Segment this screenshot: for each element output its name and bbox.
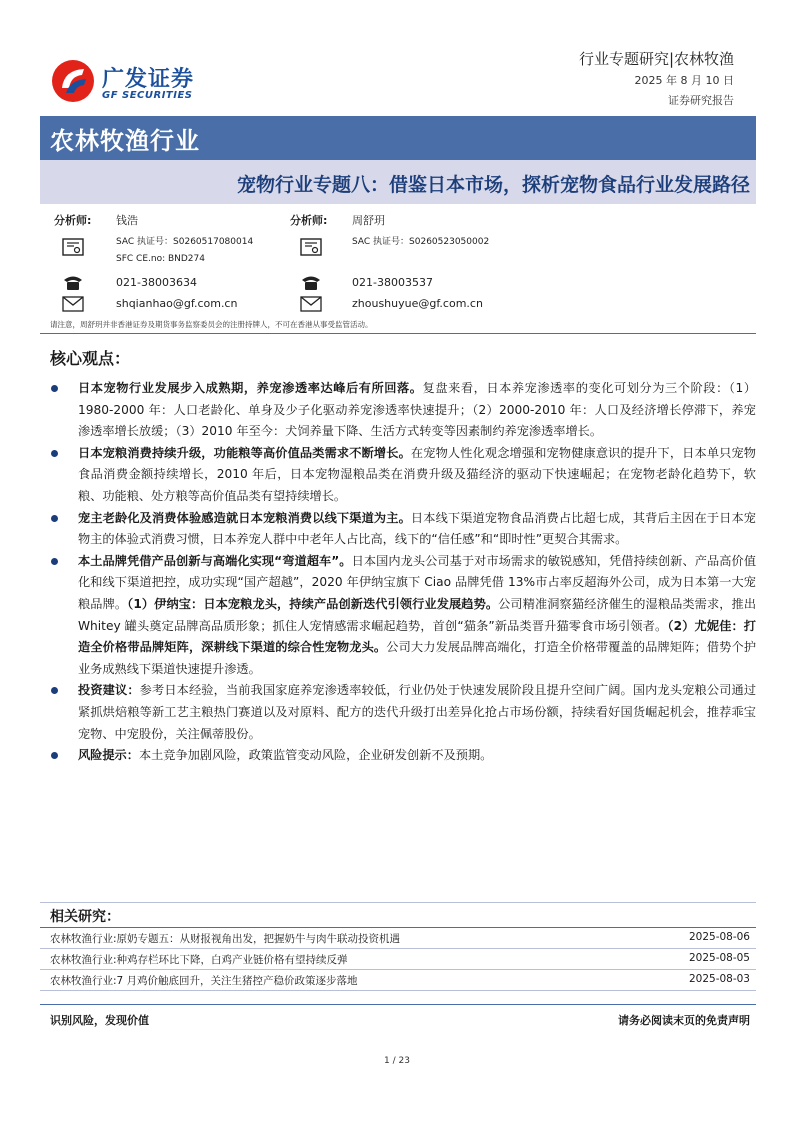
report-date: 2025 年 8 月 10 日 xyxy=(634,74,734,87)
divider xyxy=(40,902,756,903)
email-icon xyxy=(300,295,322,313)
related-research-title: 相关研究： xyxy=(50,909,120,925)
related-item-title[interactable]: 农林牧渔行业:原奶专题五：从财报视角出发，把握奶牛与肉牛联动投资机遇 xyxy=(50,933,401,945)
analyst-email: shqianhao@gf.com.cn xyxy=(116,297,238,310)
phone-icon xyxy=(62,274,84,292)
footer-slogan: 识别风险，发现价值 xyxy=(50,1014,149,1027)
phone-icon xyxy=(300,274,322,292)
analyst-name: 钱浩 xyxy=(116,214,138,227)
email-icon xyxy=(62,295,84,313)
title-banner xyxy=(40,160,756,204)
related-item[interactable] xyxy=(50,928,750,948)
analyst-phone: 021-38003537 xyxy=(352,276,433,289)
divider xyxy=(40,990,756,991)
point-text: 公司精准洞察猫经济催生的湿粮品类需求，推出 Whitey 罐头奠定品牌高品质形象；抓住人宠情感需求崛起趋势，首创“猫条”新品类晋升猫零食市场引领者。 xyxy=(78,596,757,633)
point-text: 在宠物人性化观念增强和宠物健康意识的提升下，日本单只宠物食品消费金额持续增长，2010 年后，日本宠物湿粮品类在消费升级及猫经济的驱动下快速崛起；在宠物老龄化趋势下，软粮、功能粮、处方粮等高价值品类有望持续增长。 xyxy=(78,445,756,503)
report-type: 证券研究报告 xyxy=(668,94,734,107)
related-item-date: 2025-08-03 xyxy=(688,973,750,985)
core-views-title: 核心观点： xyxy=(50,349,131,368)
certificate-icon xyxy=(62,238,84,256)
point-heading: 风险提示： xyxy=(78,748,139,763)
point-heading: 宠主老龄化及消费体验感造就日本宠粮消费以线下渠道为主。 xyxy=(78,510,411,525)
point-heading: 日本宠粮消费持续升级，功能粮等高价值品类需求不断增长。 xyxy=(78,445,411,460)
list-item xyxy=(48,378,756,443)
related-item[interactable] xyxy=(50,949,750,969)
company-logo xyxy=(50,58,220,104)
point-heading: 本土品牌凭借产品创新与高端化实现“弯道超车”。 xyxy=(78,553,352,568)
point-text: 日本线下渠道宠物食品消费占比超七成，其背后主因在于日本宠物主的体验式消费习惯，日本养宠人群中中老年人占比高，线下的“信任感”和“即时性”更契合其需求。 xyxy=(78,510,756,547)
analyst-email: zhoushuyue@gf.com.cn xyxy=(352,297,483,310)
related-item-date: 2025-08-06 xyxy=(688,931,750,943)
report-category: 行业专题研究|农林牧渔 xyxy=(578,50,734,68)
logo-text-en: GF SECURITIES xyxy=(102,90,193,101)
footer-divider xyxy=(40,1004,756,1005)
related-item-title[interactable]: 农林牧渔行业:种鸡存栏环比下降，白鸡产业链价格有望持续反弹 xyxy=(50,954,348,966)
analyst-sac: SAC 执证号：S0260523050002 xyxy=(352,237,490,247)
industry-name: 农林牧渔行业 xyxy=(50,127,200,155)
list-item xyxy=(48,443,756,508)
core-views-list xyxy=(48,378,756,767)
list-item xyxy=(48,745,756,767)
related-item-date: 2025-08-05 xyxy=(688,952,750,964)
gf-logo-icon xyxy=(50,58,96,104)
analyst-phone: 021-38003634 xyxy=(116,276,197,289)
related-item-title[interactable]: 农林牧渔行业:7 月鸡价触底回升，关注生猪控产稳价政策逐步落地 xyxy=(50,975,358,987)
footer-disclaimer: 请务必阅读末页的免责声明 xyxy=(618,1014,750,1027)
list-item xyxy=(48,680,756,745)
point-heading: 投资建议： xyxy=(78,683,140,698)
point-heading: （1）伊纳宝：日本宠粮龙头，持续产品创新迭代引领行业发展趋势。 xyxy=(127,596,499,611)
point-text: 日本国内龙头公司基于对市场需求的敏锐感知，凭借持续创新、产品高价值化和线下渠道把控，成功实现“国产超越”，2020 年伊纳宝旗下 Ciao 品牌凭借 13%市占率反超海外公司，成为日本第一大宠粮品牌。 xyxy=(78,553,757,611)
point-text: 复盘来看，日本养宠渗透率的变化可划分为三个阶段：（1）1980-2000 年：人口老龄化、单身及少子化驱动养宠渗透率快速提升；（2）2000-2010 年：人口及经济增长停滞下，养宠渗透率增长放缓；（3）2010 年至今：犬饲养量下降、生活方式转变等因素制约养宠渗透率增长。 xyxy=(78,381,757,439)
logo-text-cn: 广发证券 xyxy=(102,67,195,92)
report-title: 宠物行业专题八：借鉴日本市场，探析宠物食品行业发展路径 xyxy=(236,174,750,196)
point-text: 公司大力发展品牌高端化，打造全价格带覆盖的品牌矩阵；借势个护业务成熟线下渠道快速提升渗透。 xyxy=(78,640,757,676)
industry-banner xyxy=(40,116,756,160)
point-text: 参考日本经验，当前我国家庭养宠渗透率较低，行业仍处于快速发展阶段且提升空间广阔。国内龙头宠粮公司通过紧抓烘焙粮等新工艺主粮热门赛道以及对原料、配方的迭代升级打出差异化抢占市场份额，持续看好国货崛起机会，推荐乖宝宠物、中宠股份，关注佩蒂股份。 xyxy=(78,683,757,741)
license-notice: 请注意，周舒玥并非香港证券及期货事务监察委员会的注册持牌人，不可在香港从事受监管活动。 xyxy=(50,320,373,329)
list-item xyxy=(48,551,756,681)
related-item[interactable] xyxy=(50,970,750,990)
point-text: 本土竞争加剧风险，政策监管变动风险，企业研发创新不及预期。 xyxy=(138,748,493,763)
analyst-label: 分析师: xyxy=(290,214,328,227)
divider xyxy=(40,333,756,334)
page-number: 1 / 23 xyxy=(384,1056,410,1066)
list-item xyxy=(48,508,756,551)
analyst-sac: SAC 执证号：S0260517080014 xyxy=(116,237,254,247)
point-heading: 日本宠物行业发展步入成熟期，养宠渗透率达峰后有所回落。 xyxy=(78,381,423,395)
certificate-icon xyxy=(300,238,322,256)
analyst-sfc: SFC CE.no: BND274 xyxy=(116,254,205,264)
analyst-label: 分析师: xyxy=(54,214,92,227)
point-heading: （2）尤妮佳：打造全价格带品牌矩阵，深耕线下渠道的综合性宠物龙头。 xyxy=(78,618,756,655)
analyst-name: 周舒玥 xyxy=(352,214,385,227)
